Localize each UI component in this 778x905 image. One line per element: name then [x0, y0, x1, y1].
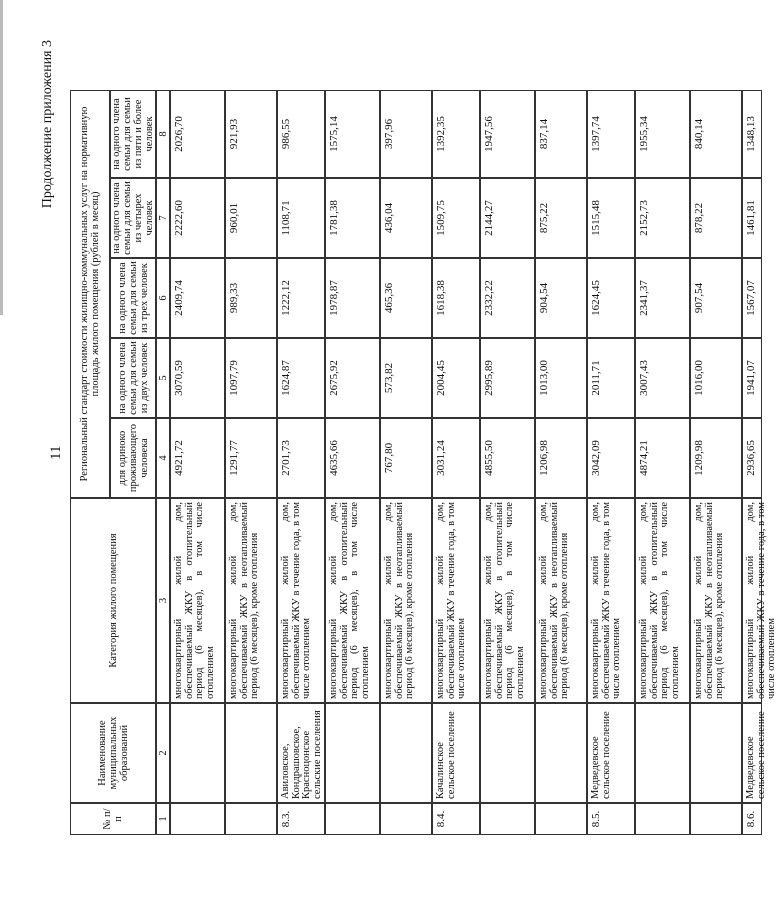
header-sub-2: на одного члена семьи для семьи из двух человек: [110, 338, 156, 418]
cost-value: 1955,34: [635, 90, 690, 178]
row-number: [225, 803, 277, 835]
cost-value: 1348,13: [742, 90, 762, 178]
housing-category: многоквартирный жилой дом, обеспечиваемый ЖКУ в неотапливаемый период (6 месяцев), кроме отопления: [535, 498, 587, 703]
row-number: [635, 803, 690, 835]
housing-category: многоквартирный жилой дом, обеспечиваемый ЖКУ в течение года, в том числе отоплением: [587, 498, 635, 703]
cost-value: 2409,74: [170, 258, 225, 338]
row-number: 8.6.: [742, 803, 762, 835]
housing-category: многоквартирный жилой дом, обеспечиваемый ЖКУ в неотапливаемый период (6 месяцев), кроме отопления: [690, 498, 742, 703]
cost-value: 1624,87: [277, 338, 325, 418]
municipality-name: Качалинское сельское поселение: [432, 703, 480, 803]
top-edge-mark: [0, 0, 3, 315]
cost-value: 960,01: [225, 178, 277, 258]
housing-category: многоквартирный жилой дом, обеспечиваемый ЖКУ в течение года, в том числе отоплением: [277, 498, 325, 703]
cost-value: 1978,87: [325, 258, 380, 338]
cost-value: 1781,38: [325, 178, 380, 258]
table-row: [325, 90, 380, 835]
municipality-name: [535, 703, 587, 803]
cost-value: 573,82: [380, 338, 432, 418]
cost-value: 2341,37: [635, 258, 690, 338]
row-number: [480, 803, 535, 835]
table-row: [170, 90, 225, 835]
cost-value: 1618,38: [432, 258, 480, 338]
row-number: [325, 803, 380, 835]
housing-category: многоквартирный жилой дом, обеспечиваемый ЖКУ в отопительный период (6 месяцев), в том числе отоплением: [480, 498, 535, 703]
header-colnum-6: 6: [156, 258, 170, 338]
municipality-name: Авиловское, Кондрашовское, Красноцонское сельские поселения: [277, 703, 325, 803]
header-sub-4: на одного члена семьи для семьи из четырех человек: [110, 178, 156, 258]
cost-value: 1222,12: [277, 258, 325, 338]
row-number: 8.4.: [432, 803, 480, 835]
cost-value: 986,55: [277, 90, 325, 178]
cost-value: 875,22: [535, 178, 587, 258]
row-number: 8.3.: [277, 803, 325, 835]
cost-value: 1013,00: [535, 338, 587, 418]
cost-value: 1567,07: [742, 258, 762, 338]
table-row: [587, 90, 635, 835]
table-row: [690, 90, 742, 835]
cost-value: 878,22: [690, 178, 742, 258]
cost-value: 1575,14: [325, 90, 380, 178]
housing-category: многоквартирный жилой дом, обеспечиваемый ЖКУ в отопительный период (6 месяцев), в том числе отоплением: [170, 498, 225, 703]
municipality-name: [380, 703, 432, 803]
municipality-name: Медведевское сельское поселение: [742, 703, 762, 803]
header-no: № п/п: [70, 803, 156, 835]
cost-value: 1509,75: [432, 178, 480, 258]
header-colnum-2: 2: [156, 703, 170, 803]
table-row: [225, 90, 277, 835]
table-header: [70, 90, 170, 835]
cost-value: 2144,27: [480, 178, 535, 258]
municipality-name: [690, 703, 742, 803]
cost-value: 3031,24: [432, 418, 480, 498]
housing-category: многоквартирный жилой дом, обеспечиваемый ЖКУ в неотапливаемый период (6 месяцев), кроме отопления: [380, 498, 432, 703]
cost-value: 904,54: [535, 258, 587, 338]
cost-value: 4921,72: [170, 418, 225, 498]
housing-category: многоквартирный жилой дом, обеспечиваемый ЖКУ в отопительный период (6 месяцев), в том числе отоплением: [635, 498, 690, 703]
cost-value: 3070,59: [170, 338, 225, 418]
cost-value: 2152,73: [635, 178, 690, 258]
cost-value: 1016,00: [690, 338, 742, 418]
cost-value: 1624,45: [587, 258, 635, 338]
table-row: [380, 90, 432, 835]
cost-value: 837,14: [535, 90, 587, 178]
cost-value: 465,36: [380, 258, 432, 338]
cost-value: 3007,43: [635, 338, 690, 418]
municipality-name: Медведевское сельское поселение: [587, 703, 635, 803]
housing-cost-table: [70, 90, 777, 835]
cost-value: 2995,89: [480, 338, 535, 418]
cost-value: 840,14: [690, 90, 742, 178]
header-colnum-8: 8: [156, 90, 170, 178]
cost-value: 4874,21: [635, 418, 690, 498]
table-row: [635, 90, 690, 835]
cost-value: 1097,79: [225, 338, 277, 418]
row-number: [535, 803, 587, 835]
cost-value: 1209,98: [690, 418, 742, 498]
cost-value: 2701,73: [277, 418, 325, 498]
table-row: [277, 90, 325, 835]
header-colnum-5: 5: [156, 338, 170, 418]
cost-value: 1397,74: [587, 90, 635, 178]
cost-value: 2675,92: [325, 338, 380, 418]
cost-value: 767,80: [380, 418, 432, 498]
cost-value: 2011,71: [587, 338, 635, 418]
header-colnum-7: 7: [156, 178, 170, 258]
row-number: 8.5.: [587, 803, 635, 835]
header-sub-5: на одного члена семьи для семьи из пяти и более человек: [110, 90, 156, 178]
cost-value: 2222,60: [170, 178, 225, 258]
continuation-title: Продолжение приложения 3: [40, 40, 55, 209]
cost-value: 1947,56: [480, 90, 535, 178]
table-row: [535, 90, 587, 835]
header-sub-3: на одного члена семьи для семьи из трех человек: [110, 258, 156, 338]
cost-value: 989,33: [225, 258, 277, 338]
header-colnum-4: 4: [156, 418, 170, 498]
cost-value: 2332,22: [480, 258, 535, 338]
page-number: 11: [48, 445, 64, 460]
housing-category: многоквартирный жилой дом, обеспечиваемый ЖКУ в отопительный период (6 месяцев), в том числе отоплением: [325, 498, 380, 703]
municipality-name: [480, 703, 535, 803]
municipality-name: [325, 703, 380, 803]
cost-value: 397,96: [380, 90, 432, 178]
municipality-name: [635, 703, 690, 803]
header-sub-1: для одиноко проживающего человека: [110, 418, 156, 498]
cost-value: 907,54: [690, 258, 742, 338]
cost-value: 2026,70: [170, 90, 225, 178]
housing-category: многоквартирный жилой дом, обеспечиваемый ЖКУ в течение года, в том числе отоплением: [432, 498, 480, 703]
cost-value: 4855,50: [480, 418, 535, 498]
header-municipality: Наименование муниципальных образований: [70, 703, 156, 803]
cost-value: 1392,35: [432, 90, 480, 178]
cost-value: 4635,66: [325, 418, 380, 498]
table-row: [480, 90, 535, 835]
cost-value: 1461,81: [742, 178, 762, 258]
cost-value: 2936,65: [742, 418, 762, 498]
header-colnum-3: 3: [156, 498, 170, 703]
header-group: Региональный стандарт стоимости жилищно-коммунальных услуг на нормативную площадь жилого помещения (рублей в месяц): [70, 90, 110, 498]
cost-value: 3042,09: [587, 418, 635, 498]
row-number: [690, 803, 742, 835]
cost-value: 1206,98: [535, 418, 587, 498]
housing-category: многоквартирный жилой дом, обеспечиваемый ЖКУ в неотапливаемый период (6 месяцев), кроме отопления: [225, 498, 277, 703]
municipality-name: [170, 703, 225, 803]
cost-value: 921,93: [225, 90, 277, 178]
housing-category: многоквартирный жилой дом, обеспечиваемый ЖКУ в течение года, в том числе отоплением: [742, 498, 762, 703]
table-row: [742, 90, 777, 835]
header-colnum-1: 1: [156, 803, 170, 835]
cost-value: 1291,77: [225, 418, 277, 498]
municipality-name: [225, 703, 277, 803]
cost-value: 1941,07: [742, 338, 762, 418]
header-category: Категория жилого помещения: [70, 498, 156, 703]
row-number: [170, 803, 225, 835]
cost-value: 436,04: [380, 178, 432, 258]
table-row: [432, 90, 480, 835]
cost-value: 2004,45: [432, 338, 480, 418]
row-number: [380, 803, 432, 835]
cost-value: 1515,48: [587, 178, 635, 258]
cost-value: 1108,71: [277, 178, 325, 258]
